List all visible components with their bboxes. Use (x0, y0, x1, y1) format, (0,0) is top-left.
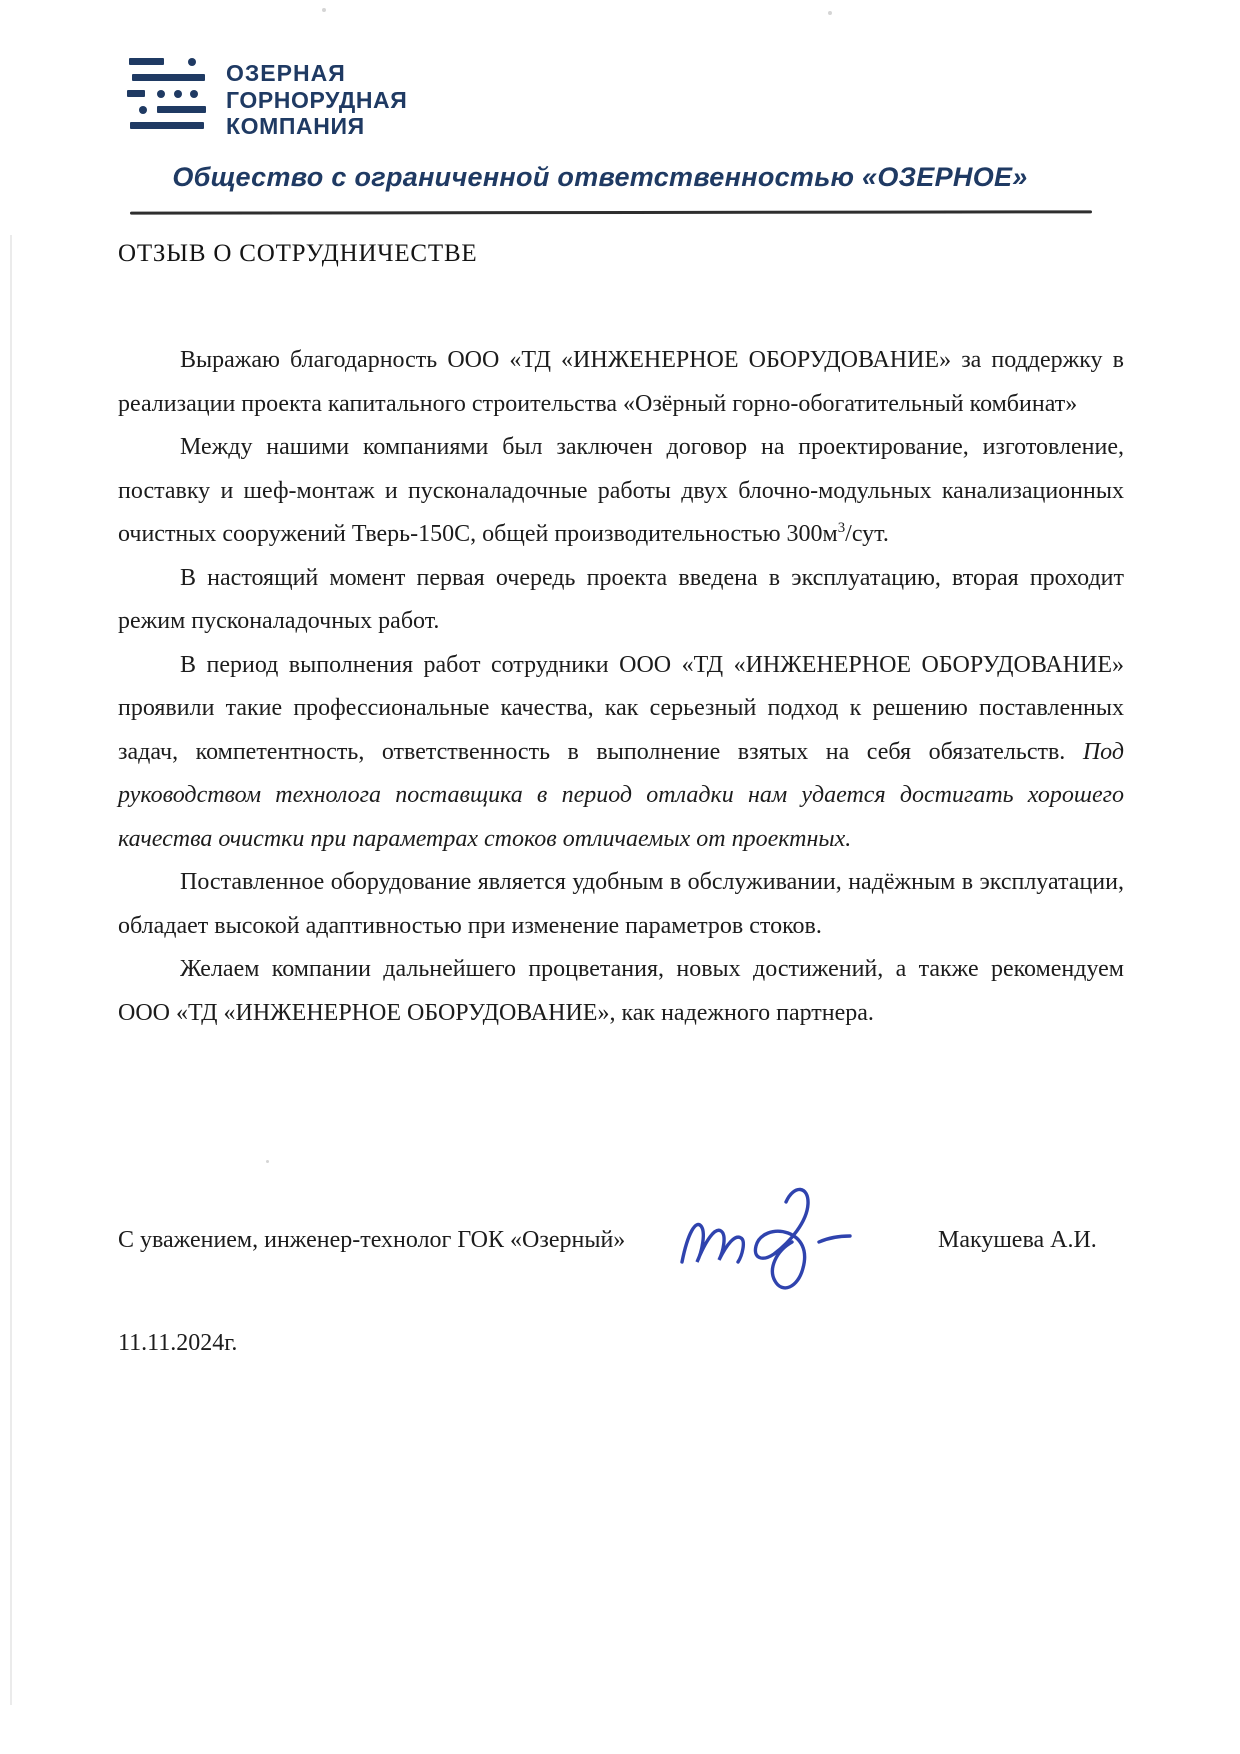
company-logo-text (226, 58, 407, 140)
logo-line-1: ОЗЕРНАЯ (226, 60, 346, 86)
company-logo (127, 58, 407, 140)
document-title: ОТЗЫВ О СОТРУДНИЧЕСТВЕ (118, 240, 478, 267)
letterhead-divider-line (130, 210, 1092, 214)
paragraph-5: Поставленное оборудование является удобным в обслуживании, надёжным в эксплуатации, обладает высокой адаптивностью при изменение параметров стоков. (118, 869, 1124, 939)
paragraph-3: В настоящий момент первая очередь проекта введена в эксплуатацию, вторая проходит режим пусконаладочных работ. (118, 564, 1124, 634)
paragraph-4-italic: Под руководством технолога поставщика в период отладки нам удается достигать хорошего качества очистки при параметрах стоков отличаемых от проектных. (118, 738, 1124, 852)
paragraph-2 (118, 426, 1124, 557)
paragraph-2-text: Между нашими компаниями был заключен договор на проектирование, изготовление, поставку и шеф-монтаж и пусконаладочные работы двух блочно-модульных канализационных очистных сооружений Тверь-150С, общей производительностью 300м (118, 434, 1124, 547)
letterhead-company-name: Общество с ограниченной ответственностью «ОЗЕРНОЕ» (172, 162, 1028, 192)
paragraph-2-tail: /сут. (845, 521, 889, 547)
paragraph-1: Выражаю благодарность ООО «ТД «ИНЖЕНЕРНОЕ ОБОРУДОВАНИЕ» за поддержку в реализации проекта капитального строительства «Озёрный горно-обогатительный комбинат» (118, 347, 1124, 417)
logo-bar (132, 74, 205, 81)
logo-dot (157, 90, 165, 98)
paragraph-4 (118, 644, 1124, 862)
signatory-name: Макушева А.И. (938, 1227, 1097, 1253)
logo-line-2: ГОРНОРУДНАЯ (226, 86, 408, 113)
scan-edge-artifact (10, 235, 12, 1705)
logo-bar (127, 90, 145, 97)
scan-speck (828, 11, 832, 15)
closing-line: С уважением, инженер-технолог ГОК «Озерный» (118, 1227, 626, 1253)
handwritten-signature-icon (668, 1178, 883, 1303)
logo-bar (130, 122, 204, 129)
scan-speck (266, 1160, 269, 1163)
logo-bar (157, 106, 206, 113)
logo-dot (188, 58, 196, 66)
letter-body (118, 339, 1124, 1035)
scan-speck (322, 8, 326, 12)
paragraph-4-normal: В период выполнения работ сотрудники ООО «ТД «ИНЖЕНЕРНОЕ ОБОРУДОВАНИЕ» проявили такие профессиональные качества, как серьезный подход к решению поставленных задач, компетентность, ответственность в выполнение взятых на себя обязательств. (118, 651, 1124, 765)
paragraph-6: Желаем компании дальнейшего процветания, новых достижений, а также рекомендуем ООО «ТД «ИНЖЕНЕРНОЕ ОБОРУДОВАНИЕ», как надежного партнера. (118, 956, 1124, 1026)
letter-date: 11.11.2024г. (118, 1330, 238, 1356)
ozernaya-logo-icon (127, 58, 211, 130)
logo-dot (174, 90, 182, 98)
superscript-cubed: 3 (837, 520, 846, 536)
logo-dot (139, 106, 147, 114)
logo-dot (190, 90, 198, 98)
logo-line-3: КОМПАНИЯ (226, 113, 365, 139)
logo-bar (129, 58, 164, 65)
